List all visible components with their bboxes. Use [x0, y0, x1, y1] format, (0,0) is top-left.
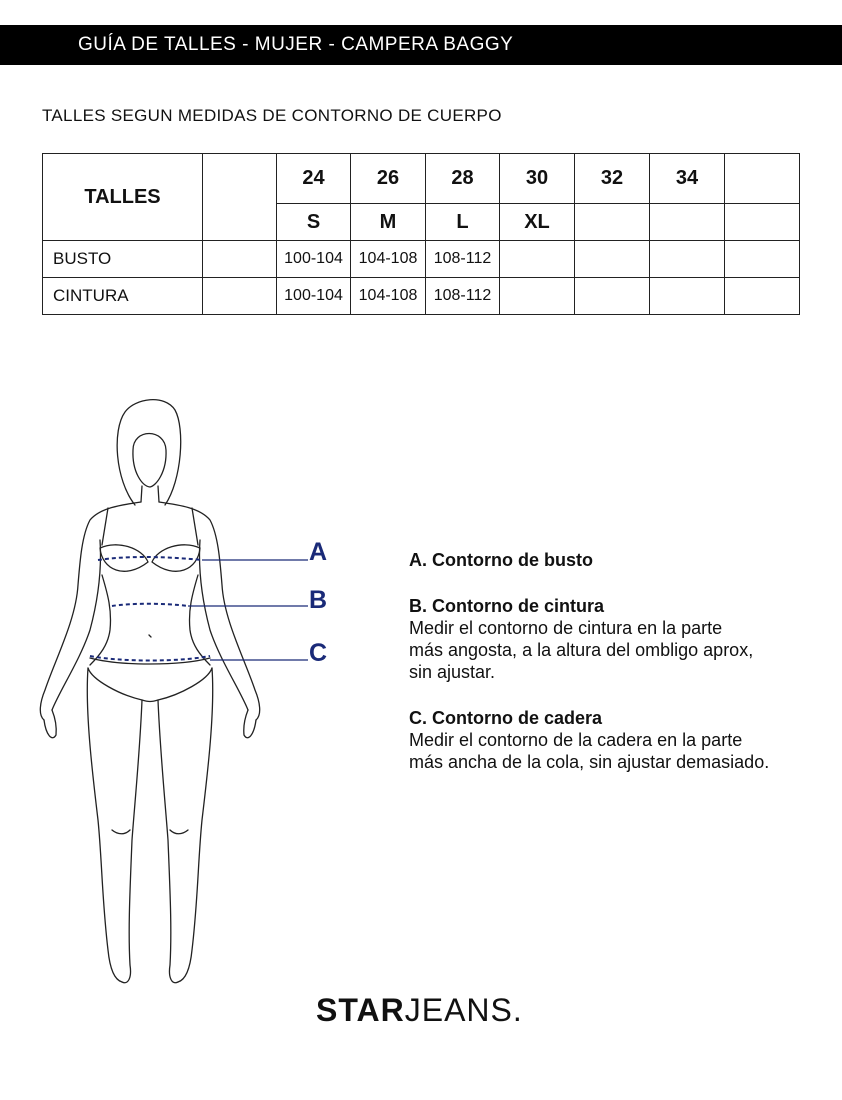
size-number-cell: 32 [575, 154, 650, 204]
size-number-cell [725, 154, 800, 204]
description-line: Medir el contorno de cintura en la parte [409, 618, 723, 638]
talles-header: TALLES [43, 154, 203, 241]
blank-cell [203, 241, 277, 278]
table-cell: 108-112 [426, 278, 500, 315]
description-title: C. Contorno de cadera [409, 708, 603, 728]
body-figure-illustration [30, 390, 350, 1000]
description-title: B. Contorno de cintura [409, 596, 604, 616]
size-number-cell: 26 [351, 154, 426, 204]
size-number-cell: 24 [277, 154, 351, 204]
size-letter-cell [725, 204, 800, 241]
description-line: más angosta, a la altura del ombligo aprox, [409, 640, 754, 660]
table-cell: 100-104 [277, 278, 351, 315]
size-letter-cell: XL [500, 204, 575, 241]
table-cell [725, 241, 800, 278]
table-cell: 108-112 [426, 241, 500, 278]
size-letter-cell: L [426, 204, 500, 241]
table-subtitle: TALLES SEGUN MEDIDAS DE CONTORNO DE CUERPO [42, 106, 502, 125]
marker-b: B [309, 586, 328, 614]
size-number-cell: 28 [426, 154, 500, 204]
brand-logo [316, 992, 523, 1029]
size-letter-cell: S [277, 204, 351, 241]
blank-cell [203, 278, 277, 315]
row-label: CINTURA [43, 278, 203, 315]
size-table [42, 153, 800, 315]
table-row-busto [43, 241, 800, 278]
table-cell [500, 241, 575, 278]
table-cell [575, 278, 650, 315]
description-line: más ancha de la cola, sin ajustar demasiado. [409, 752, 770, 772]
description-title: A. Contorno de busto [409, 550, 593, 570]
table-row-cintura [43, 278, 800, 315]
description-cadera [409, 707, 839, 773]
size-number-cell: 30 [500, 154, 575, 204]
table-cell [500, 278, 575, 315]
header-row-numeric [43, 154, 800, 204]
description-line: sin ajustar. [409, 662, 496, 682]
table-cell [650, 278, 725, 315]
size-letter-cell [575, 204, 650, 241]
blank-header-cell [203, 154, 277, 241]
size-letter-cell [650, 204, 725, 241]
marker-a: A [309, 538, 328, 566]
size-letter-cell: M [351, 204, 426, 241]
description-cintura [409, 595, 839, 683]
header-bar [0, 25, 842, 65]
marker-c: C [309, 639, 328, 667]
table-cell: 104-108 [351, 241, 426, 278]
page-title: GUÍA DE TALLES - MUJER - CAMPERA BAGGY [78, 34, 514, 55]
description-busto [409, 549, 839, 571]
table-cell: 104-108 [351, 278, 426, 315]
brand-logo-light: JEANS. [404, 992, 523, 1028]
brand-logo-bold: STAR [316, 992, 405, 1028]
table-cell [725, 278, 800, 315]
table-cell [650, 241, 725, 278]
table-cell [575, 241, 650, 278]
table-cell: 100-104 [277, 241, 351, 278]
description-line: Medir el contorno de la cadera en la parte [409, 730, 743, 750]
row-label: BUSTO [43, 241, 203, 278]
size-number-cell: 34 [650, 154, 725, 204]
